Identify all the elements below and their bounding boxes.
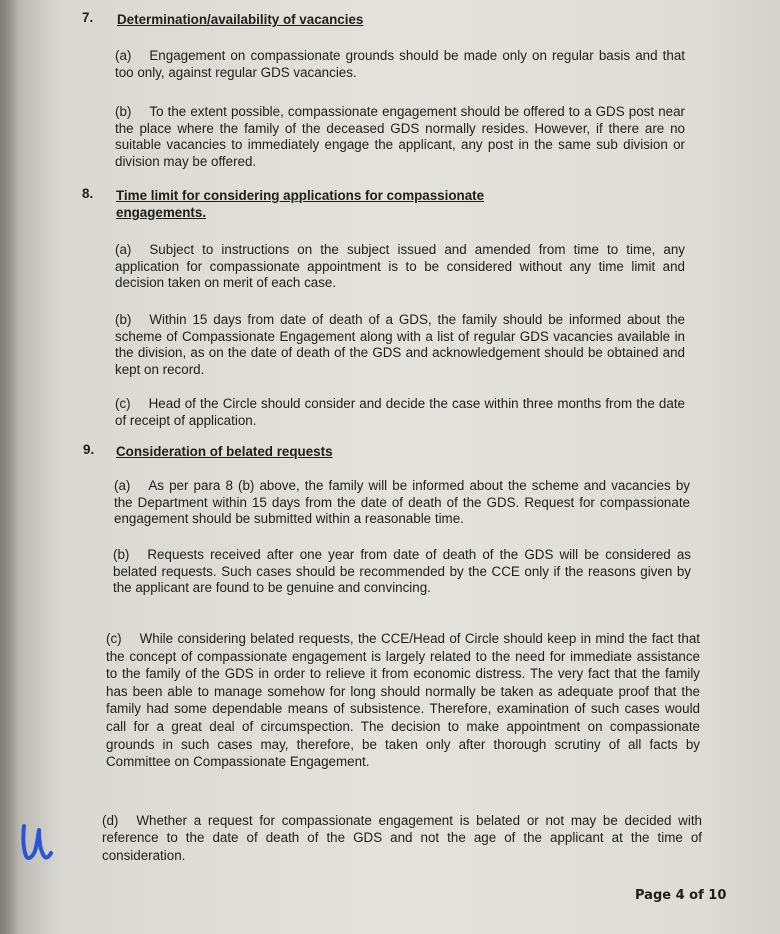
- item-text: Within 15 days from date of death of a GDS, the family should be informed about the scheme of Compassionate Engagement along with a list of regular GDS vacancies available in the division, as on the date of death of the GDS and acknowledgement should be obtained and kept on record.: [115, 312, 685, 377]
- page-number: Page 4 of 10: [635, 888, 727, 903]
- item-label: (c): [106, 631, 122, 646]
- item-label: (b): [115, 104, 132, 119]
- section-9-item-d: [102, 812, 702, 864]
- page-edge-shadow: [0, 0, 18, 934]
- item-text: Requests received after one year from date of death of the GDS will be considered as belated requests. Such cases should be recommended by the CCE only if the reasons given by the applicant are found to be genuine and convincing.: [113, 547, 691, 595]
- item-text: Engagement on compassionate grounds should be made only on regular basis and that too only, against regular GDS vacancies.: [115, 48, 685, 80]
- item-label: (c): [115, 396, 131, 411]
- section-9-heading: Consideration of belated requests: [116, 444, 333, 459]
- item-label: (a): [114, 478, 131, 493]
- section-7-number: 7.: [82, 10, 94, 25]
- handwritten-margin-mark-icon: [18, 818, 56, 864]
- section-9-item-c: [106, 630, 700, 771]
- item-label: (d): [102, 813, 119, 828]
- item-text: As per para 8 (b) above, the family will be informed about the scheme and vacancies by the Department within 15 days from the date of death of the GDS. Request for compassionate engagement should be submitted within a reasonable time.: [114, 478, 690, 526]
- item-label: (b): [115, 312, 132, 327]
- section-8-heading: Time limit for considering applications for compassionate engagements.: [116, 188, 485, 220]
- section-8-item-a: [115, 242, 685, 292]
- item-text: Head of the Circle should consider and decide the case within three months from the date of receipt of application.: [115, 396, 685, 428]
- item-label: (b): [113, 547, 130, 562]
- section-7-heading: Determination/availability of vacancies: [117, 12, 364, 27]
- section-9-item-a: [114, 478, 690, 528]
- section-9-item-b: [113, 547, 691, 597]
- section-7-item-a: [115, 48, 685, 81]
- section-8-item-c: [115, 396, 685, 429]
- item-text: Subject to instructions on the subject issued and amended from time to time, any application for compassionate appointment is to be considered without any time limit and decision taken on merit of each case.: [115, 242, 685, 290]
- section-9-number: 9.: [83, 442, 95, 457]
- section-8-number: 8.: [82, 186, 94, 201]
- item-label: (a): [115, 48, 132, 63]
- item-text: While considering belated requests, the CCE/Head of Circle should keep in mind the fact that the concept of compassionate engagement is largely related to the need for immediate assistance to the family of the GDS in order to relieve it from economic distress. The very fact that the family has been able to manage somehow for long should normally be taken as adequate proof that the family had some dependable means of subsistence. Therefore, examination of such cases would call for a great deal of circumspection. The decision to make appointment on compassionate grounds in such cases may, therefore, be taken only after thorough scrutiny of all facts by Committee on Compassionate Engagement.: [106, 631, 700, 770]
- item-text: To the extent possible, compassionate engagement should be offered to a GDS post near the place where the family of the deceased GDS normally resides. However, if there are no suitable vacancies to immediately engage the applicant, any post in the same sub division or division may be offered.: [115, 104, 685, 169]
- item-text: Whether a request for compassionate engagement is belated or not may be decided with reference to the date of death of the GDS and not the age of the applicant at the time of consideration.: [102, 813, 702, 863]
- section-7-item-b: [115, 104, 685, 170]
- section-8-item-b: [115, 312, 685, 378]
- item-label: (a): [115, 242, 132, 257]
